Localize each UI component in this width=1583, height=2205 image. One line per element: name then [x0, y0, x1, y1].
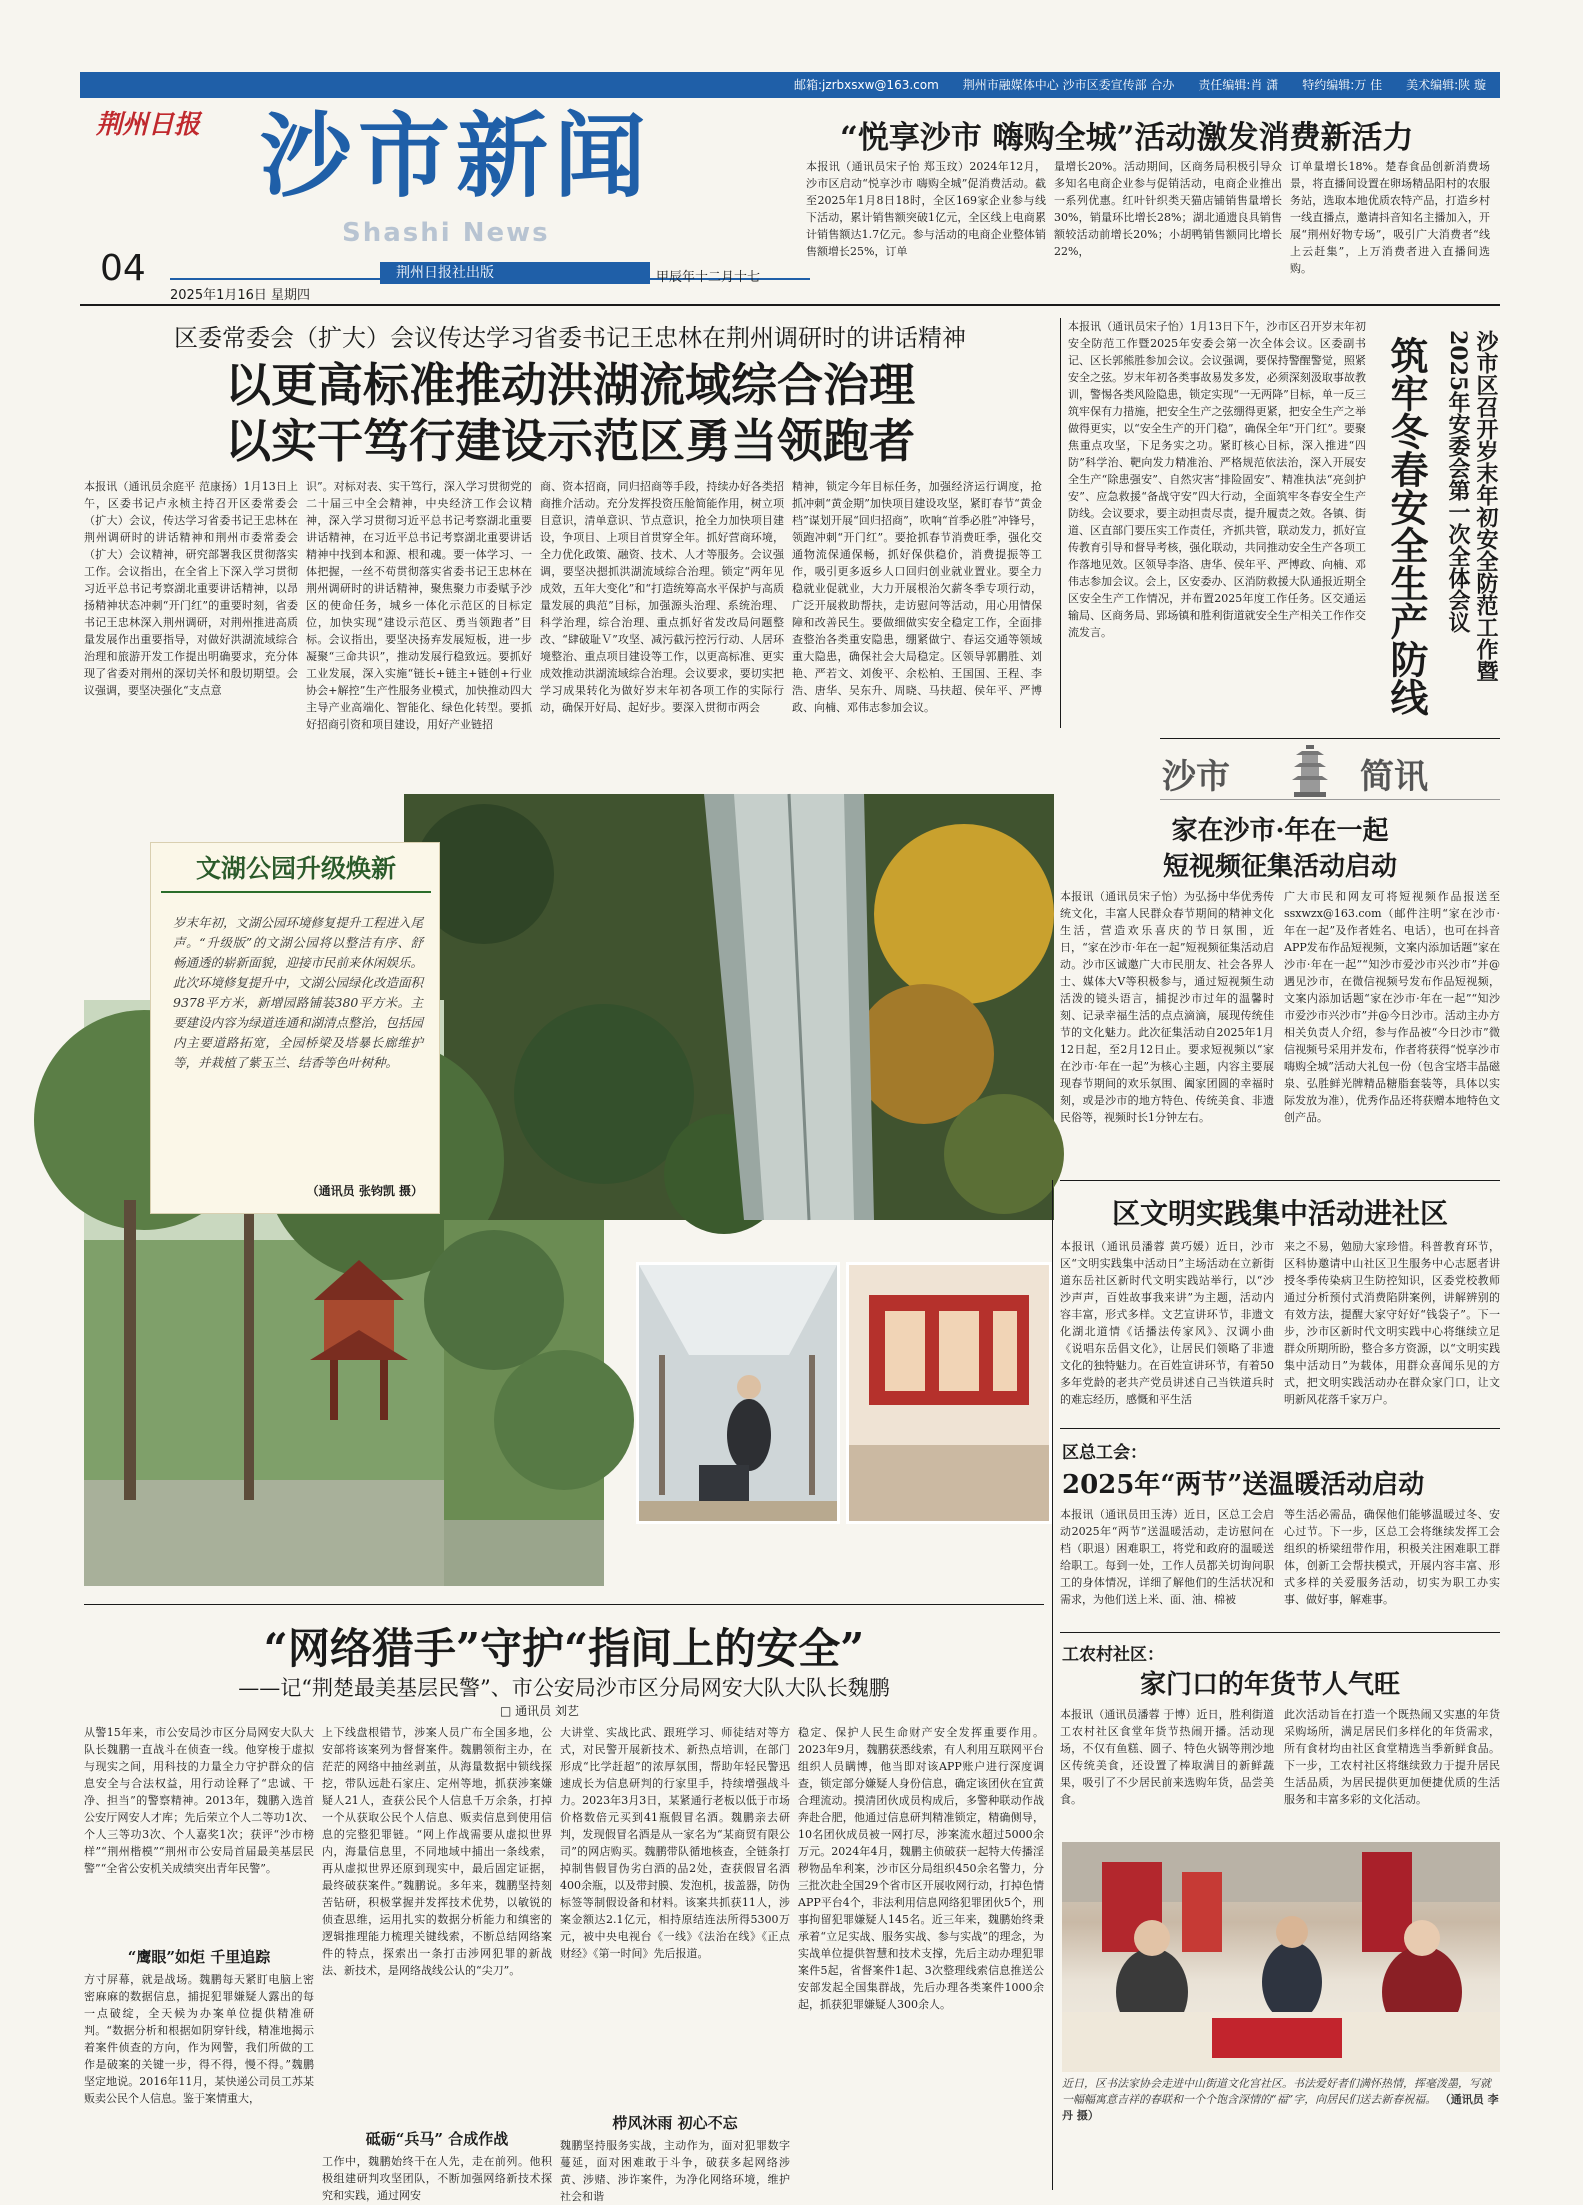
trees-scene — [444, 1220, 604, 1586]
main-col3: 商、资本招商，同归招商等手段，持续办好各类招商推介活动。充分发挥投资压舱简能作用，树立项目意识，清单意识、节点意识，抢全力加快项目建设，争项目、上项目首贯穿全年。抓好营商环境，全力优化政策、融资、技术、人才等服务。会议强调，要坚决摁抓洪湖流域综合治理。锁定“两年见成效，五年大变化”和“打造统筹高水平保护与高质量发展的典范”目标，加强源头治理、系统治理、科学治理，综合治理、重点抓好省发改局问题整改、“肆破耻Ｖ”攻坚、减污截污控污行动、人居环境整治、重点项目建设等工作，以更高标准、更实成效推动洪湖流域综合治理。会议要求，要切实把学习成果转化为做好岁末年初各项工作的实际行动，确保开好局、起好步。要深入贯彻市两会 — [540, 480, 784, 714]
market-col1: 本报讯（通讯员潘蓉 于博）近日，胜利街道工农村社区食堂年货节热闹开播。活动现场，不仅有鱼糕、圆子、特色火锅等荆沙地区传统美食，还设置了棒取满目的新鲜蔬果，吸引了不少居民前来选购年货，品尝美食。 — [1060, 1708, 1274, 1806]
police-col2-text: 上下线盘根错节，涉案人员广布全国多地，公安部将该案列为督督案件。魏鹏领衔主办，在茫茫的网络中抽丝剥茧，从海量数据中锁线探挖，带队远赴石家庄、定州等地，抓获涉案嫌疑人21人，查获公民个人信息千万余条，打掉一个从获取公民个人信息、贩卖信息到使用信息的完整犯罪链。“网上作战需要从虚拟世界内，海量信息里，不同地域中捕出一条线索，再从虚拟世界还原到现实中，最后固定证据，最终破获案件。”魏鹏说。多年来，魏鹏坚持刻苦钻研，积极掌握并发挥技术优势，以敏锐的侦查思维，运用扎实的数据分析能力和缜密的逻辑推理能力梳理关键线索，不断总结网络案件的特点，探索出一条打击涉网犯罪的新战法、新技术，是网络战线公认的“尖刀”。 — [322, 1726, 552, 1977]
page-number: 04 — [100, 248, 146, 289]
police-col1-text: 从警15年来，市公安局沙市区分局网安大队大队长魏鹏一直战斗在侦查一线。他穿梭于虚拟与现实之间，用科技的力量全力守护群众的信息安全与合法权益，用行动诠释了“忠诚、干净、担当”的警察精神。2013年，魏鹏入选首公安厅网安人才库；先后荣立个人二等功1次、个人三等功3次、个人嘉奖1次；获评“沙市榜样”“荆州楷模”“荆州市公安局首届最美基层民警”“全省公安机关成绩突出青年民警”。 — [84, 1726, 314, 1875]
police-col3b-text: 魏鹏坚持服务实战，主动作为，面对犯罪数字蔓延，面对困难敢于斗争，破获多起网络涉黄、涉赌、涉诈案件，为净化网络环境，维护社会和谐 — [560, 2139, 790, 2203]
top-info-bar: 邮箱:jzrbxsxw@163.com 荆州市融媒体中心 沙市区委宣传部 合办 责任编辑:肖 潇 特约编辑:万 佳 美术编辑:陕 璇 — [80, 72, 1500, 98]
police-headline: “网络猎手”守护“指间上的安全” — [263, 1624, 865, 1673]
section-rule — [1060, 1632, 1500, 1633]
exhibit-scene — [849, 1265, 1049, 1521]
union-headline: 2025年“两节”送温暖活动启动 — [1062, 1470, 1425, 1500]
park-textbox — [150, 842, 440, 1214]
market-headline: 家门口的年货节人气旺 — [1140, 1670, 1401, 1700]
union-col2: 等生活必需品，确保他们能够温暖过冬、安心过节。下一步，区总工会将继续发挥工会组织的桥梁纽带作用，积极关注困难职工群体，创新工会帮扶模式，开展内容丰富、形式多样的关爱服务活动，切实为职工办实事、做好事，解难事。 — [1284, 1508, 1500, 1606]
publisher-band: 荆州日报社出版 — [380, 262, 650, 284]
park-trees-photo — [444, 1220, 604, 1586]
union-col1: 本报讯（通讯员田玉涛）近日，区总工会启动2025年“两节”送温暖活动，走访慰问在档（职退）困难职工，将党和政府的温暖送给职工。每到一处，工作人员都关切询问职工的身体情况，详细了解他们的生活状况和需求，为他们送上米、面、油、棉被 — [1060, 1508, 1274, 1606]
main-col4: 精神，锁定今年目标任务，加强经济运行调度，抢抓冲刺“黄金期”加快项目建设攻坚，紧盯春节“黄金档”谋划开展“回归招商”，吹响“首季必胜”冲锋号，领跑冲刺“开门红”。要抢抓春节消费旺季，强化交通物流保通保畅，抓好保供稳价，消费提振等工作，吸引更多返乡人口回归创业就业置业。要全力稳就业促就业，大力开展根治欠薪冬季专项行动，广泛开展救助帮扶，走访慰问等活动，用心用情保障和改善民生。要做细做实安全稳定工作，全面排查整治各类重安隐患，绷紧做宁、春运交通等领域重大隐患，确保社会大局稳定。区领导郭鹏胜、刘艳、严若文、刘俊平、余松柏、王国国、王程、李浩、唐华、吴东升、周晓、马扶超、侯年平、严博政、向楠、邓伟志参加会议。 — [792, 480, 1042, 714]
main-col1: 本报讯（通讯员余庭平 范康扬）1月13日上午，区委书记卢永桢主持召开区委常委会（扩大）会议，传达学习省委书记王忠林在荆州调研时的讲话精神和荆州市委常委会（扩大）会议精神，研究部署我区贯彻落实工作。会议指出，在全省上下深入学习贯彻习近平总书记考察湖北重要讲话精神，以昂扬精神状态冲刺“开门红”的重要时刻，省委书记王忠林深入荆州调研，对荆州推进高质量发展作出重要指导，对做好洪湖流域综合治理和旅游开发工作提出明确要求，充分体现了省委对荆州的深切关怀和殷切期望。会议强调，要坚决强化“支点意 — [84, 480, 298, 697]
section-rule — [1060, 1180, 1500, 1181]
police-col1 — [84, 1724, 314, 2194]
corridor-photo — [636, 1262, 840, 1524]
calligraphy-credit: （通讯员 李丹 摄） — [1062, 2093, 1499, 2122]
police-col2b-text: 工作中，魏鹏始终干在人先，走在前列。他积极组建研判攻坚团队，不断加强网络新技术探究和实践，通过网安 — [322, 2155, 552, 2202]
exhibit-photo — [846, 1262, 1052, 1524]
union-kicker: 区总工会： — [1062, 1443, 1147, 1463]
section-rule — [80, 304, 1500, 306]
corridor-scene — [639, 1265, 837, 1521]
video-col2: 广大市民和网友可将短视频作品报送至 ssxwzx@163.com（邮件注明“家在沙市·年在一起”及作者姓名、电话），也可在抖音APP发布作品短视频，文案内添加话题“家在沙市·年在一起”“知沙市爱沙市兴沙市”并@遇见沙市，在微信视频号发布作品短视频，文案内添加话题“家在沙市·年在一起”“知沙市爱沙市兴沙市”并@今日沙市。活动主办方相关负责人介绍，参与作品被“今日沙市”微信视频号采用并发布，作者将获得“悦享沙市 嗨购全城”活动大礼包一份（包含宝塔丰晶磁泉、弘胜鲜光牌精品糖脂套装等，具体以实际发放为准），优秀作品还将获赠本地特色文创产品。 — [1284, 890, 1500, 1124]
video-col1: 本报讯（通讯员宋子怡）为弘扬中华优秀传统文化，丰富人民群众春节期间的精神文化生活，营造欢乐喜庆的节日氛围，近日，“家在沙市·年在一起”短视频征集活动启动。沙市区诚邀广大市民朋友、社会各界人士、媒体大V等积极参与，通过短视频生动活泼的镜头语言，捕捉沙市过年的温馨时刻、记录幸福生活的点点滴滴，展现传统佳节的文化魅力。此次征集活动自2025年1月12日起，至2月12日止。要求短视频以“家在沙市·年在一起”为核心主题，内容主要展现春节期间的欢乐氛围、阖家团圆的幸福时刻，或是沙市的地方特色、传统美食、非遗民俗等，视频时长1分钟左右。 — [1060, 890, 1274, 1124]
wenming-col2: 来之不易，勉励大家珍惜。科普教育环节，区科协邀请中山社区卫生服务中心志愿者讲授冬季传染病卫生防控知识，区委党校教师通过分析预付式消费陷阱案例，讲解辨别的有效方法，提醒大家守好好“钱袋子”。下一步，沙市区新时代文明实践中心将继续立足群众所期所盼，整合多方资源，以“文明实践集中活动日”为载体，用群众喜闻乐见的方式，把文明实践活动办在群众家门口，让文明新风花落千家万户。 — [1284, 1240, 1500, 1406]
police-col3-text: 大讲堂、实战比武、跟班学习、师徒结对等方式，对民警开展新技术、新热点培训，在部门形成“比学赶超”的浓厚氛围，帮助年轻民警迅速成长为信息研判的行家里手，持续增强战斗力。2023年3月3日，某紧通行老板以低于市场价格数倍元买到41瓶假冒名酒。魏鹏亲去研判，发现假冒名酒是从一家名为“某商贸有限公司”的网店购买。魏鹏带队循地核查，全链条打掉制售假冒伪劣白酒的品2处，查获假冒名酒400余瓶，以及带封膜、发泡机，拔盖器，防伪标签等制假设备和材料。该案共抓获11人，涉案金额达2.1亿元，相持原结连法所得5300万元，被中央电视台《一线》《法治在线》《正点财经》《第一时间》先后报道。 — [560, 1726, 790, 1960]
masthead-title-en: Shashi News — [342, 218, 550, 248]
calligraphy-scene — [1062, 1842, 1500, 2072]
police-subtitle-2: 砥砺“兵马” 合成作战 — [365, 2130, 509, 2148]
safety-headline: 筑牢冬春安全生产防线 — [1384, 336, 1429, 716]
calligraphy-photo — [1062, 1842, 1500, 2072]
police-subtitle-3: 栉风沐雨 初心不忘 — [612, 2114, 738, 2132]
main-col2: 识”。对标对表、实干笃行，深入学习贯彻党的二十届三中全会精神，中央经济工作会议精神，深入学习贯彻习近平总书记考察湖北重要讲话精神，在习近平总书记考察湖北重要讲话精神中找到本和源、根和魂。要一体学习、一体把握，一丝不苟贯彻落实省委书记王忠林在荆州调研时的讲话精神，聚焦聚力市委赋予沙区的使命任务，城乡一体化示范区的目标定位，加快实现“建设示范区、勇当领跑者”目标。会议指出，要坚决扬弃发展短板，进一步凝聚“三命共识”，推动发展行稳致远。要抓好工业发展，深入实施“链长+链主+链创+行业协会+解控”生产性服务业模式，加快推动四大主导产业高端化、智能化、绿色化转型。要抓好招商引资和项目建设，用好产业链招 — [306, 480, 532, 731]
top-story-col1: 本报讯（通讯员宋子怡 郑玉玟）2024年12月，沙市区启动“悦享沙市 嗨购全城”促消费活动。截至2025年1月8日18时，全区169家企业参与线下活动，累计销售额突破1亿元，全区线上电商累计销售额达1.7亿元。参与活动的电商企业整体销售额增长25%，订单 — [806, 160, 1046, 258]
police-byline: □ 通讯员 刘艺 — [500, 1704, 579, 1718]
police-col2 — [322, 1724, 552, 2202]
park-title: 文湖公园升级焕新 — [161, 849, 431, 893]
park-credit: （通讯员 张钧凯 摄） — [306, 1184, 423, 1198]
police-col1b-text: 方寸屏幕，就是战场。魏鹏每天紧盯电脑上密密麻麻的数据信息，捕捉犯罪嫌疑人露出的每一点破绽，全天候为办案单位提供精准研判。“数据分析和根据如阴穿针线，精准地揭示着案件侦查的方向，作为网警，我们所做的工作是破案的关键一步，得不得，慢不得。”魏鹏坚定地说。2016年11月，某快递公司员工苏某贩卖公民个人信息。鉴于案情重大， — [84, 1973, 314, 2105]
police-subtitle-1: “鹰眼”如炬 千里追踪 — [127, 1948, 271, 1966]
section-rule — [1060, 1428, 1500, 1429]
safety-body: 本报讯（通讯员宋子怡）1月13日下午，沙市区召开岁末年初安全防范工作暨2025年安委会第一次全体会议。区委副书记、区长郭熊胜参加会议。会议强调，要保持警醒警觉，照紧安全之弦。岁末年初各类事故易发多发，必须深刻汲取事故教训，警惕各类风险隐患，锁定实现“一无两降”目标，单一反三筑牢保有力措施，把安全生产之弦绷得更紧，把安全生产之举做得更实，以“安全生产的开门稳”，确保全年“开门红”。要聚焦重点攻坚，下足务实之功。紧盯核心目标，深入推进“四防”科学治、靶向发力精准治、严格规范依法治，深入开展安全生产“除患强安”、自然灾害“排险固安”、精准执法“亮剑护安”、应急救援“备战守安”四大行动，全面筑牢冬春安全生产防线。会议要求，要主动担责尽责，提升履责之效。各镇、街道、区直部门要压实工作责任，齐抓共管，联动发力，抓好宣传教育引导和督导考核，强化联动，共同推动安全生产各项工作落地见效。区领导李洛、唐华、侯年平、严博政、向楠、邓伟志参加会议。会上，区安委办、区消防救援大队通报近期全区安全生产工作情况，并布置2025年度工作任务。区交通运输局、区商务局、郢场镇和胜利街道就安全生产相关工作作交流发言。 — [1068, 320, 1366, 639]
pagoda-icon — [1280, 741, 1340, 799]
issue-date: 2025年1月16日 星期四 — [170, 288, 311, 303]
lunar-date: 甲辰年十二月十七 — [656, 270, 761, 285]
main-headline-2: 以实干笃行建设示范区勇当领跑者 — [225, 414, 915, 468]
police-col4: 稳定、保护人民生命财产安全发挥重要作用。2023年9月，魏鹏获悉线索，有人利用互联网平台组织人员瞒博，他当即对该APP账户进行深度调查，锁定部分嫌疑人身份信息，确定该团伙在宜黄合理流动。摸清团伙成员构成后，多警种联动作战奔赴合肥，他通过信息研判精准锁定，精确侧导，10名团伙成员被一网打尽，涉案流水超过5000余万元。2024年4月，魏鹏主侦破获一起特大传播淫秽物品牟利案，沙市区分局组织450余名警力，分三批次赴全国29个省市区开展收网行动，打掉色情APP平台4个，非法利用信息网络犯罪团伙5个，刑事拘留犯罪嫌疑人145名。近三年来，魏鹏始终秉承着“立足实战、服务实战、参与实战”的理念，为实战单位提供智慧和技术支撑，先后主动办理犯罪案件5起，省督案件1起、3次整理线索信息推送公安部发起全国集群战，先后办理各类案件1000余起，抓获犯罪嫌疑人300余人。 — [798, 1726, 1044, 2011]
section-rule — [84, 1604, 1044, 1605]
main-kicker: 区委常委会（扩大）会议传达学习省委书记王忠林在荆州调研时的讲话精神 — [174, 324, 966, 352]
park-text: 岁末年初，文湖公园环境修复提升工程进入尾声。“升级版”的文湖公园将以整洁有序、舒畅通透的崭新面貌，迎接市民前来休闲娱乐。此次环境修复提升中，文湖公园绿化改造面积9378平方米，新增园路铺装380平方米。主要建设内容为绿道连通和湖清点整治，包括园内主要道路拓宽，全园桥梁及塔暴长廊维护等，并栽植了紫玉兰、结香等色叶树种。 — [173, 915, 424, 1070]
wenming-col1: 本报讯（通讯员潘蓉 黄巧媛）近日，沙市区“文明实践集中活动日”主场活动在立新街道东岳社区新时代文明实践站举行，以“沙沙声声，百姓故事我来讲”为主题，活动内容丰富，形式多样。文艺宣讲环节，非遗文化湖北道情《话播法传家风》、汉调小曲《说唱东岳倡文化》，让居民们领略了非遗文化的独特魅力。在百姓宣讲环节，有着50多年党龄的老共产党员讲述自己当铁道兵时的难忘经历，感慨和平生活 — [1060, 1240, 1274, 1406]
jianxun-label-b: 简讯 — [1360, 757, 1428, 797]
video-headline-1: 家在沙市·年在一起 — [1171, 816, 1389, 846]
jianxun-label-a: 沙市 — [1162, 757, 1230, 797]
police-col3 — [560, 1724, 790, 2203]
jianxun-banner — [1160, 738, 1500, 800]
calligraphy-caption-text: 近日，区书法家协会走进中山街道文化宫社区。书法爱好者们满怀热情，挥毫泼墨，写就一幅幅寓意吉祥的春联和一个个饱含深情的“福”字，向居民们送去新春祝福。 — [1062, 2077, 1491, 2106]
safety-kicker: 沙市区召开岁末年初安全防范工作暨2025年安委会第一次全体会议 — [1445, 330, 1499, 682]
column-divider — [1060, 318, 1061, 728]
wenming-headline: 区文明实践集中活动进社区 — [1111, 1197, 1448, 1230]
calligraphy-caption — [1062, 2076, 1500, 2124]
top-story-col2: 量增长20%。活动期间，区商务局积极引导众多知名电商企业参与促销活动，电商企业推出一系列优惠。红叶针织类天猫店铺销售量增长30%，销量环比增长28%；湖北通遗良具销售额较活动前增长20%；小胡鸭销售额同比增长22%， — [1054, 160, 1282, 258]
column-divider — [1052, 1180, 1053, 2190]
newspaper-logo: 荆州日报 — [96, 110, 201, 140]
main-headline-1: 以更高标准推动洪湖流域综合治理 — [225, 358, 915, 412]
top-story-headline: “悦享沙市 嗨购全城”活动激发消费新活力 — [840, 120, 1414, 156]
top-story-col3: 订单量增长18%。楚春食品创新消费场景，将直播间设置在卵场精品阳村的农服务站，选取本地优质农特产品，打造乡村一线直播点，邀请抖音知名主播加入，开展“荆州好物专场”，吸引广大消费者“线上云赶集”，上万消费者进入直播间选购。 — [1290, 160, 1490, 275]
masthead-title: 沙市新闻 — [260, 102, 653, 210]
video-headline-2: 短视频征集活动启动 — [1162, 852, 1397, 882]
market-col2: 此次活动旨在打造一个既热闹又实惠的年货采购场所，满足居民们多样化的年货需求，所有食材均由社区食堂精选当季新鲜食品。下一步，工农村社区将继续致力于提升居民生活品质，为居民提供更加便捷优质的生活服务和丰富多彩的文化活动。 — [1284, 1708, 1500, 1806]
market-kicker: 工农村社区： — [1062, 1645, 1164, 1665]
police-subhead: ——记“荆楚最美基层民警”、市公安局沙市区分局网安大队大队长魏鹏 — [238, 1676, 890, 1700]
